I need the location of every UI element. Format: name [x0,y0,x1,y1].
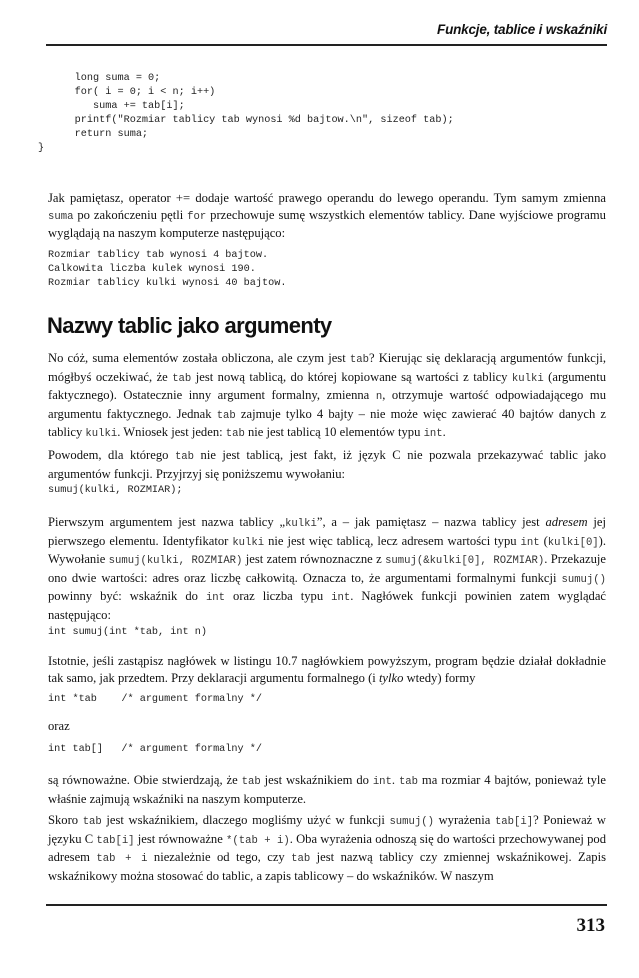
output-line: Rozmiar tablicy tab wynosi 4 bajtow. [48,250,269,261]
code-line: long suma = 0; [38,73,161,84]
text-run: przechowuje sumę wszystkich elementów tablicy. Dane wyjściowe programu wyglądają na naszym komputerze następująco: [48,207,606,241]
text-run: oraz liczba typu [225,589,332,604]
paragraph-operator [48,190,606,242]
text-run: nie jest więc tablicą, lecz adresem wartości typu [264,533,521,548]
paragraph-pointer-size [48,772,606,807]
emphasis: adresem [545,515,588,529]
inline-code: sumuj(&kulki[0], ROZMIAR) [385,555,545,568]
inline-code: tab [398,776,419,788]
text-run: ). Wywołanie [48,533,606,567]
inline-code: int [331,592,351,605]
inline-code: int [205,592,226,605]
inline-code: n [375,391,383,404]
inline-code: int [520,536,540,549]
inline-code: kulki [232,536,265,549]
text-run: (argumentu faktycznego). Ostatecznie inny argument formalny, zmienna [48,369,606,403]
inline-code: sumuj(kulki, ROZMIAR) [108,555,243,568]
running-header: Funkcje, tablice i wskaźniki [437,22,607,37]
text-run: nie jest tablicą, jest fakt, iż język C nie pozwala przekazywać tablic jako argumentów funkcji. Przyjrzyj się poniższemu wywołaniu: [48,448,606,481]
output-line: Calkowita liczba kulek wynosi 190. [48,264,256,275]
text-run: niezależnie od tego, czy [147,850,292,865]
text-run: . Przekazuje ono dwie wartości: adres oraz liczbę całkowitą. Oznacza to, że argumentami formalnymi funkcji [48,552,606,585]
text-run: nie jest tablicą 10 elementów typu [244,425,424,440]
inline-code: *(tab + i) [226,834,290,847]
paragraph-tab-question [48,350,606,443]
paragraph-reason [48,447,606,482]
emphasis: tylko [378,670,404,685]
code-line: return suma; [38,129,149,140]
inline-code: tab[i] [494,816,534,828]
paragraph-first-argument [48,514,606,624]
text-run: są równoważne. Obie stwierdzają, że [48,773,242,787]
text-run: jest wskaźnikiem, dlaczego mogliśmy użyć w funkcji [101,813,390,827]
text-run: Powodem, dla którego [48,448,175,462]
inline-code: int [423,428,443,441]
page-number: 313 [576,915,605,936]
text-run: ( [539,533,548,548]
inline-code: tab [241,776,261,788]
text-run: wtedy) formy [403,670,476,685]
inline-code: suma [48,210,74,223]
inline-code: tab [172,372,192,385]
footer-rule [46,904,607,906]
code-function-header: int sumuj(int *tab, int n) [48,627,207,638]
text-run: Istotnie, jeśli zastąpisz nagłówek w listingu 10.7 nagłówkiem powyższym, program będzie działał dokładnie tak samo, jak przedtem. Przy deklaracji argumentu formalnego (i [48,654,606,685]
inline-code: sumuj() [561,573,606,586]
output-line: Rozmiar tablicy kulki wynosi 40 bajtow. [48,278,287,289]
inline-code: kulki [285,518,317,530]
text-run: No cóż, suma elementów została obliczona, ale czym jest [48,351,350,365]
section-heading: Nazwy tablic jako argumenty [47,313,332,338]
inline-code: kulki [511,372,544,385]
text-run: zajmuje tylko 4 bajty – nie może więc zawierać 40 bajtów danych z tablicy [48,406,606,440]
text-run: . Oba wyrażenia odnoszą się do wartości przechowywanej pod adresem [48,831,606,865]
code-line: printf("Rozmiar tablicy tab wynosi %d bajtow.\n", sizeof tab); [38,115,454,126]
text-run: jest zatem równoznaczne z [242,552,386,567]
text-run: ma rozmiar 4 bajtów, ponieważ tyle właśnie zajmują wskaźniki na naszym komputerze. [48,773,606,806]
code-call: sumuj(kulki, ROZMIAR); [48,485,183,496]
code-listing [38,72,454,156]
code-line: for( i = 0; i < n; i++) [38,87,216,98]
inline-code: tab [174,451,195,463]
text-run: . Nagłówek funkcji powinien zatem wyglądać następująco: [48,589,607,622]
header-rule [46,44,607,46]
paragraph-equivalence [48,653,606,686]
text-run: . Wniosek jest jeden: [117,425,226,440]
inline-code: tab + i [96,853,148,866]
text-run: . [442,425,446,440]
text-run: po zakończeniu pętli [73,207,188,222]
inline-code: sumuj() [389,816,434,828]
program-output [48,249,286,291]
code-line: } [38,143,45,154]
text-run: jest nową tablicą, do której kopiowane są wartości z tablicy [191,369,512,384]
text-run: jej pierwszego elementu. Identyfikator [48,515,607,548]
inline-code: tab [216,409,236,422]
inline-code: tab [82,816,102,828]
text-run: ? Ponieważ w języku C [48,813,606,846]
word-oraz: oraz [48,719,70,733]
inline-code: kulki[0] [547,536,599,549]
text-run: jest równoważne [134,831,227,846]
text-run: , otrzymuje wartość odpowiadającego mu argumentu faktycznego. Jednak [48,388,606,421]
inline-code: tab [225,428,245,441]
paragraph-pointer-notation [48,812,606,884]
text-run: Skoro [48,813,83,827]
text-run: . [391,773,399,787]
text-run: ”, a – jak pamiętasz – nazwa tablicy jest [316,515,546,529]
inline-code: tab [291,853,311,866]
code-line: suma += tab[i]; [38,101,185,112]
text-run: wyrażenia [433,813,495,827]
inline-code: tab [349,354,369,366]
inline-code: for [187,210,207,223]
inline-code: kulki [85,428,118,441]
text-run: Pierwszym argumentem jest nazwa tablicy „ [48,515,286,529]
text-run: ? Kierując się deklaracją argumentów funkcji, mógłbyś oczekiwać, że [48,351,606,384]
text-run: jest nazwą tablicy czy zmiennej wskaźnikowej. Zapis wskaźnikowy można stosować do tablic, a zapis tablicowy – do wskaźników. W naszym [48,850,606,883]
text-run: powinny być: wskaźnik do [48,589,206,604]
text-run: jest wskaźnikiem do [260,773,373,787]
code-form-array: int tab[] /* argument formalny */ [48,744,262,755]
inline-code: tab[i] [96,834,135,847]
inline-code: int [372,776,392,788]
text-run: Jak pamiętasz, operator += dodaje wartość prawego operandu do lewego operandu. Tym samym zmienna [48,191,606,205]
code-form-pointer: int *tab /* argument formalny */ [48,694,262,705]
